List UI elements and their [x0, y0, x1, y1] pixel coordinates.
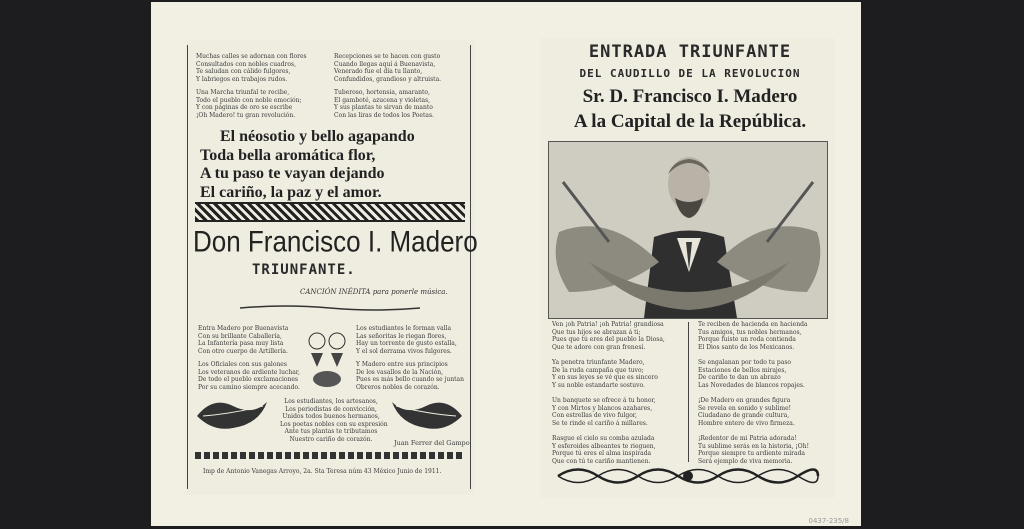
flourish-ornament	[240, 304, 420, 312]
cancion-label: CANCIÓN INÉDITA para ponerle música.	[300, 288, 448, 296]
hero-name-title: Don Francisco I. Madero	[193, 223, 478, 259]
left-border-line-right	[470, 45, 471, 489]
headline-capital: A la Capital de la República.	[573, 111, 807, 132]
featured-stanza: El néosotio y bello agapando Toda bella aromática flor, A tu paso te vayan dejando El cariño, la paz y el amor.	[200, 128, 415, 201]
left-mid-verses-2: Los estudiantes le forman valla Las señoritas le riegan flores, Hay un torrente de gusto estalla, Y el sol derrama vivos fulgores. Y Madero entre sus principios De los vasallos de la Nación, Pues es más bello cuando se juntan Obreros nobles de corazón.	[356, 325, 464, 391]
madero-portrait-illustration	[548, 141, 828, 319]
verse-column-divider	[688, 322, 689, 462]
triunfante-subtitle: TRIUNFANTE.	[252, 262, 356, 278]
imprint-line: Imp de Antonio Vanegas Arroyo, 2a. Sta Teresa núm 43 México Junio de 1911.	[203, 468, 442, 475]
decorative-rule	[195, 452, 465, 459]
left-top-verses-2: Recepciones se te hacen con gusto Cuando llegas aquí á Buenavista, Venerado fue el día tu llanto, Confundidos, grandioso y altruista. Tuberoso, hortensia, amaranto, El gamboté, azucena y violetas, Y sus plantas te sirvan de manto Con las liras de todos los Poetas.	[334, 53, 442, 119]
left-top-verses-1: Muchas calles se adornan con flores Consultados con nobles cuadros, Te saludan con cálido fulgores, Y labriegos en trabajos rudos. Una Marcha triunfal te recibe, Todo el pueblo con noble emoción; Y con páginas de oro se escribe ¡Oh Madero! tu gran revolución.	[196, 53, 307, 119]
right-verses-left: Ven ¡oh Patria! ¡oh Patria! grandiosa Que tus hijos se abrazan á ti; Pues que tú eres del pueblo la Diosa, Que te adore con gran frenesí. Ya penetra triunfante Madero, De la ruda campaña que tuvo; Y en sus leyes se vé que es sincero Y su noble estandarte sostuvo. Un banquete se ofrece á tu honor, Y con Mirtos y blancos azahares, Con estrellas de vivo fulgor, Se te rinde el cariño á millares. Rasgue el cielo su comba azulada Y esferoides albeantes te rieguen, Porque tú eres el alma inspirada Que con tú te cariño mantienen.	[552, 321, 665, 465]
left-bottom-verses: Los estudiantes, los artesanos, Los periodistas de convicción, Unidos todos buenos hermanos, Los poetas nobles con su expresión Ante tus plantas te tributamos Nuestro cariño de corazón.	[280, 398, 388, 443]
decorative-band	[195, 202, 465, 222]
portrait-icon	[549, 142, 827, 318]
headline-entrada: ENTRADA TRIUNFANTE	[588, 42, 792, 62]
left-border-line	[187, 45, 188, 489]
leaf-ornament-right-icon	[388, 394, 466, 438]
scroll-ornament-footer-icon	[548, 463, 828, 489]
right-verses-right: Te reciben de hacienda en hacienda Tus amigos, tus nobles hermanos, Porque fuiste un roda contienda El Dios santo de los Mexicanos. Se engalanan por todo tu paso Estaciones de bellos mirajes, De cariño te dan un abrazo Las Novedades de blancos ropajes. ¡De Madero en grandes figura Se revela en sonido y sublime! Ciudadano de grande cultura, Hombre entero de vivo firmeza. ¡Redentor de mi Patria adorada! Tu sublime serás en la historia, ¡Oh! Porque siempre tu ardiente mirada Será ejemplo de viva memoria.	[698, 321, 809, 465]
angel-vignette-icon	[303, 323, 351, 389]
headline-caudillo: DEL CAUDILLO DE LA REVOLUCION	[579, 67, 801, 80]
catalog-watermark: 0437-235/8	[808, 517, 849, 525]
left-mid-verses-1: Entra Madero por Buenavista Con su brillante Caballería, La Infantería pasa muy lista Con otro cuerpo de Artillería. Los Oficiales con sus galones Los veteranos de ardiente luchar, De todo el pueblo exclamaciones Por su camino siempre acecando.	[198, 325, 300, 391]
author-signature: Juan Ferrer del Gampo.	[394, 439, 472, 447]
headline-madero: Sr. D. Francisco I. Madero	[582, 86, 798, 107]
leaf-ornament-left-icon	[193, 394, 271, 438]
